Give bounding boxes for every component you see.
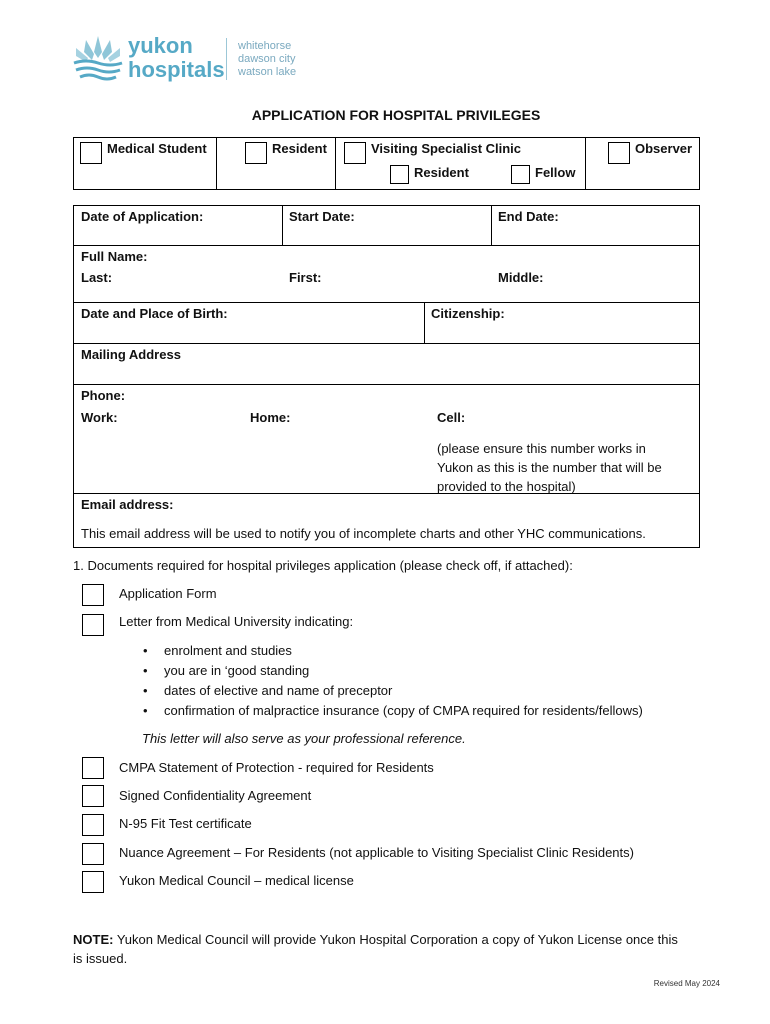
logo-divider [226, 38, 227, 80]
list-item: enrolment and studies [164, 643, 292, 658]
ymc-label: Yukon Medical Council – medical license [119, 873, 354, 888]
cell-phone-label: Cell: [437, 410, 466, 425]
list-item: you are in ‘good standing [164, 663, 310, 678]
n95-checkbox[interactable] [82, 814, 104, 836]
list-item: dates of elective and name of preceptor [164, 683, 393, 698]
brand-hospitals: hospitals [128, 57, 225, 82]
vsc-resident-label: Resident [414, 165, 469, 180]
letter-note: This letter will also serve as your professional reference. [142, 731, 466, 746]
cmpa-checkbox[interactable] [82, 757, 104, 779]
cmpa-label: CMPA Statement of Protection - required for Residents [119, 760, 434, 775]
city-watson: watson lake [238, 66, 297, 78]
end-date-label: End Date: [498, 209, 559, 224]
dob-place-label: Date and Place of Birth: [81, 306, 228, 321]
cell-note-line-3: provided to the hospital) [437, 479, 576, 494]
medical-student-checkbox[interactable] [80, 142, 102, 164]
date-of-application-label: Date of Application: [81, 209, 204, 224]
resident-label: Resident [272, 141, 327, 156]
bullet-icon: • [143, 703, 148, 718]
ymc-checkbox[interactable] [82, 871, 104, 893]
first-name-label: First: [289, 270, 322, 285]
medical-student-label: Medical Student [107, 141, 207, 156]
confidentiality-label: Signed Confidentiality Agreement [119, 788, 312, 803]
email-note: This email address will be used to notify you of incomplete charts and other YHC communications. [81, 526, 646, 541]
start-date-label: Start Date: [289, 209, 355, 224]
home-phone-label: Home: [250, 410, 291, 425]
vsc-checkbox[interactable] [344, 142, 366, 164]
lotus-logo-icon [70, 32, 126, 82]
middle-name-label: Middle: [498, 270, 544, 285]
bullet-icon: • [143, 683, 148, 698]
note-label: NOTE: [73, 932, 114, 947]
bullet-icon: • [143, 643, 148, 658]
city-list [238, 40, 296, 79]
resident-checkbox[interactable] [245, 142, 267, 164]
bullet-icon: • [143, 663, 148, 678]
letter-label: Letter from Medical University indicating: [119, 614, 354, 629]
vsc-fellow-label: Fellow [535, 165, 576, 180]
note-text-cont: is issued. [73, 951, 128, 966]
cell-note [437, 439, 662, 496]
list-item: confirmation of malpractice insurance (copy of CMPA required for residents/fellows) [164, 703, 643, 718]
observer-label: Observer [635, 141, 693, 156]
brand-yukon: yukon [128, 33, 193, 58]
work-phone-label: Work: [81, 410, 118, 425]
application-form-label: Application Form [119, 586, 217, 601]
phone-label: Phone: [81, 388, 126, 403]
observer-checkbox[interactable] [608, 142, 630, 164]
confidentiality-checkbox[interactable] [82, 785, 104, 807]
city-whitehorse: whitehorse [238, 40, 292, 52]
cell-note-line-1: (please ensure this number works in [437, 441, 646, 456]
full-name-label: Full Name: [81, 249, 148, 264]
city-dawson: dawson city [238, 53, 296, 65]
revised-date: Revised May 2024 [653, 979, 720, 988]
page-title: APPLICATION FOR HOSPITAL PRIVILEGES [251, 107, 541, 123]
email-label: Email address: [81, 497, 174, 512]
letter-checkbox[interactable] [82, 614, 104, 636]
mailing-address-label: Mailing Address [81, 347, 181, 362]
note-paragraph [73, 930, 733, 968]
vsc-resident-checkbox[interactable] [390, 165, 409, 184]
note-text: Yukon Medical Council will provide Yukon Hospital Corporation a copy of Yukon License once this [113, 932, 678, 947]
vsc-fellow-checkbox[interactable] [511, 165, 530, 184]
citizenship-label: Citizenship: [431, 306, 505, 321]
nuance-label: Nuance Agreement – For Residents (not applicable to Visiting Specialist Clinic Residents) [119, 845, 634, 860]
application-form-checkbox[interactable] [82, 584, 104, 606]
vsc-label: Visiting Specialist Clinic [371, 141, 522, 156]
documents-heading: 1. Documents required for hospital privileges application (please check off, if attached): [73, 558, 573, 573]
last-name-label: Last: [81, 270, 113, 285]
cell-note-line-2: Yukon as this is the number that will be [437, 460, 662, 475]
n95-label: N-95 Fit Test certificate [119, 816, 252, 831]
nuance-checkbox[interactable] [82, 843, 104, 865]
